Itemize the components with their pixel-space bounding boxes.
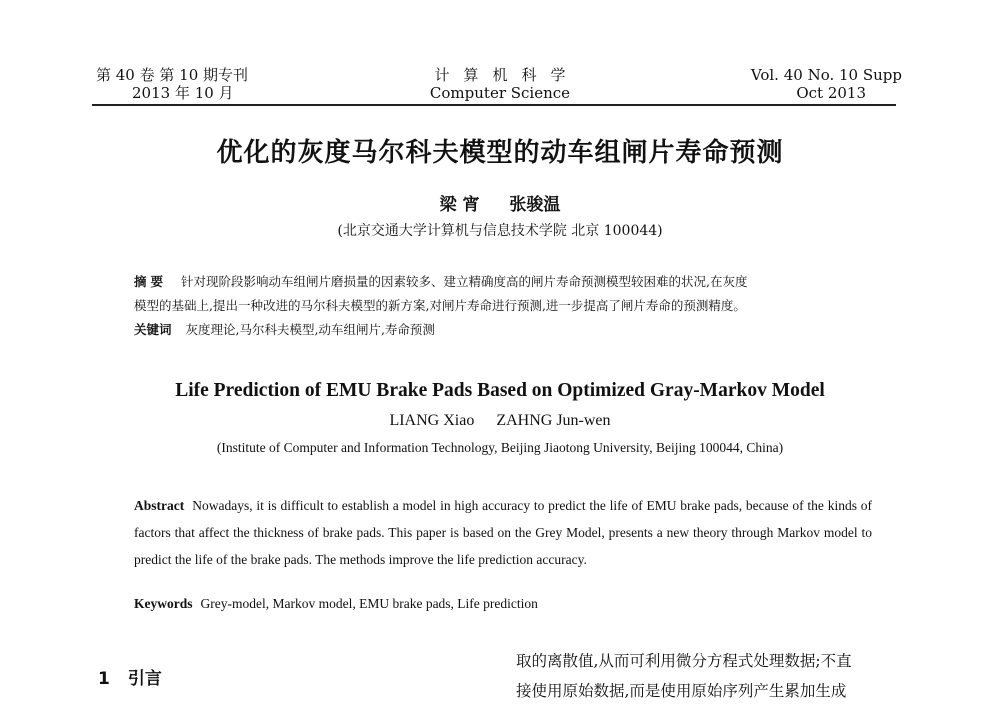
body-line-1: 取的离散值,从而可利用微分方程式处理数据;不直 xyxy=(516,652,852,670)
abstract-cn xyxy=(134,270,874,342)
keywords-cn-text: 灰度理论,马尔科夫模型,动车组闸片,寿命预测 xyxy=(185,322,435,337)
section-number: 1 xyxy=(98,669,110,689)
abstract-en-label: Abstract xyxy=(134,498,185,513)
abstract-cn-text-2: 模型的基础上,提出一种改进的马尔科夫模型的新方案,对闸片寿命进行预测,进一步提高了闸片寿命的预测精度。 xyxy=(134,298,746,313)
journal-name-cn: 计算机科学 xyxy=(434,66,580,84)
paper-title-en: Life Prediction of EMU Brake Pads Based on Optimized Gray-Markov Model xyxy=(175,380,825,401)
abstract-cn-label: 摘要 xyxy=(134,274,168,289)
abstract-cn-line-1 xyxy=(134,270,874,294)
author-en-2: ZAHNG Jun-wen xyxy=(496,412,611,429)
paper-title-cn: 优化的灰度马尔科夫模型的动车组闸片寿命预测 xyxy=(216,138,784,168)
affiliation-cn: (北京交通大学计算机与信息技术学院 北京 100044) xyxy=(337,223,663,239)
journal-volume-info-en xyxy=(751,66,902,102)
keywords-en-label: Keywords xyxy=(134,596,193,611)
keywords-en-text: Grey-model, Markov model, EMU brake pads, Life prediction xyxy=(200,596,538,611)
keywords-en xyxy=(134,596,872,612)
journal-name-en: Computer Science xyxy=(429,84,571,102)
volume-issue: 第 40 卷 第 10 期专刊 xyxy=(96,66,249,84)
abstract-en-text: Nowadays, it is difficult to establish a model in high accuracy to predict the life of EMU brake pads, because of the kinds of factors that affect the thickness of brake pads. This paper is based on the Grey Model, presents a new theory through Markov model to predict the life of the brake pads. The methods improve the life prediction accuracy. xyxy=(134,498,872,567)
authors-cn xyxy=(0,190,1000,215)
volume-issue-en: Vol. 40 No. 10 Supp xyxy=(750,66,902,84)
authors-en xyxy=(0,412,1000,430)
body-line-2: 接使用原始数据,而是使用原始序列产生累加生成 xyxy=(516,682,847,700)
abstract-en xyxy=(134,492,872,573)
section-heading-introduction xyxy=(98,664,162,689)
affiliation-en: (Institute of Computer and Information Technology, Beijing Jiaotong University, Beijing 100044, China) xyxy=(216,440,784,455)
publication-date-cn: 2013 年 10 月 xyxy=(132,84,234,102)
publication-date-en: Oct 2013 xyxy=(796,84,866,102)
author-en-1: LIANG Xiao xyxy=(389,412,475,429)
header-rule xyxy=(92,104,896,106)
keywords-cn xyxy=(134,318,874,342)
body-text-right-column xyxy=(516,646,908,706)
author-cn-2: 张骏温 xyxy=(509,195,561,215)
section-title: 引言 xyxy=(127,669,162,689)
abstract-cn-text-1: 针对现阶段影响动车组闸片磨损量的因素较多、建立精确度高的闸片寿命预测模型较困难的状况,在灰度 xyxy=(181,274,748,289)
author-cn-1: 梁 宵 xyxy=(439,195,480,215)
keywords-cn-label: 关键词 xyxy=(134,322,172,337)
